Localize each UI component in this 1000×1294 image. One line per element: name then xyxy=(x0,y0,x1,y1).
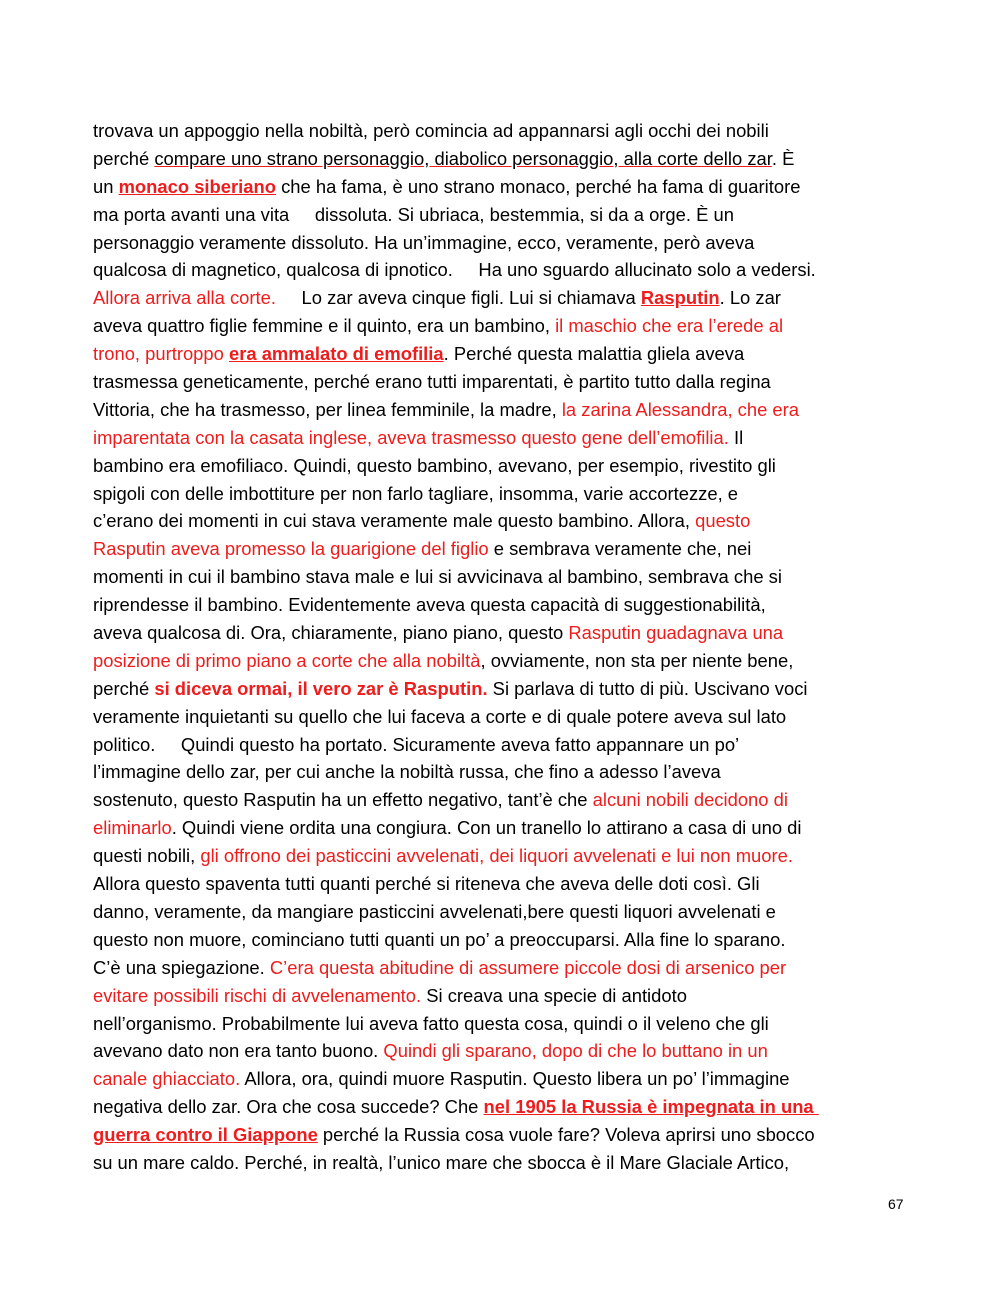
text-line xyxy=(93,201,923,229)
text-line xyxy=(93,842,923,870)
text-line xyxy=(93,256,923,284)
text-segment: Lo zar aveva cinque figli. Lui si chiamava xyxy=(275,287,641,309)
text-line xyxy=(93,786,923,814)
highlighted-text: Quindi gli sparano, dopo di che lo buttano in un xyxy=(383,1040,768,1062)
text-segment: momenti in cui il bambino stava male e lui si avvicinava al bambino, sembrava che si xyxy=(93,566,782,588)
text-segment: Si parlava di tutto di più. Uscivano voci xyxy=(487,677,808,699)
highlighted-text: nel 1905 la Russia è impegnata in una xyxy=(483,1096,819,1118)
text-segment: . Perché questa malattia gliela aveva xyxy=(443,343,745,365)
text-line xyxy=(93,870,923,898)
text-line xyxy=(93,1121,923,1149)
text-segment: aveva quattro figlie femmine e il quinto, era un bambino, xyxy=(93,315,556,337)
text-line xyxy=(93,703,923,731)
text-segment: veramente inquietanti su quello che lui faceva a corte e di quale potere aveva sul lato xyxy=(93,705,787,727)
highlighted-text: guerra contro il Giappone xyxy=(93,1124,318,1146)
text-line xyxy=(93,368,923,396)
text-line xyxy=(93,284,923,312)
highlighted-text: Rasputin aveva promesso la guarigione del figlio xyxy=(93,538,489,560)
highlighted-text: questo xyxy=(695,510,751,532)
text-line xyxy=(93,340,923,368)
text-segment: Allora, ora, quindi muore Rasputin. Questo libera un po’ l’immagine xyxy=(240,1068,790,1090)
text-segment: aveva qualcosa di. Ora, chiaramente, piano piano, questo xyxy=(93,622,569,644)
highlighted-text: compare uno strano personaggio, diabolico personaggio, alla corte dello zar xyxy=(154,147,772,169)
text-line xyxy=(93,1037,923,1065)
text-line xyxy=(93,229,923,257)
highlighted-text: eliminarlo xyxy=(93,817,172,839)
highlighted-text: posizione di primo piano a corte che alla nobiltà xyxy=(93,649,481,671)
text-line xyxy=(93,926,923,954)
highlighted-text: si diceva ormai, il vero zar è Rasputin. xyxy=(154,677,488,699)
text-line xyxy=(93,982,923,1010)
text-segment: . Quindi viene ordita una congiura. Con un tranello lo attirano a casa di uno di xyxy=(171,817,802,839)
text-segment: c’erano dei momenti in cui stava veramente male questo bambino. Allora, xyxy=(93,510,696,532)
text-line xyxy=(93,173,923,201)
highlighted-text: era ammalato di emofilia xyxy=(228,343,444,365)
text-line xyxy=(93,1065,923,1093)
highlighted-text: Rasputin xyxy=(640,287,720,309)
text-segment: riprendesse il bambino. Evidentemente aveva questa capacità di suggestionabilità, xyxy=(93,594,766,616)
text-segment: Allora questo spaventa tutti quanti perché si riteneva che aveva delle doti così. Gli xyxy=(93,873,760,895)
body-text xyxy=(93,117,923,1177)
text-line xyxy=(93,312,923,340)
text-segment: C’è una spiegazione. xyxy=(93,956,270,978)
text-segment: questo non muore, cominciano tutti quanti un po’ a preoccuparsi. Alla fine lo sparano. xyxy=(93,928,786,950)
highlighted-text: C’era questa abitudine di assumere piccole dosi di arsenico per xyxy=(269,956,787,978)
highlighted-text: evitare possibili rischi di avvelenamento. xyxy=(93,984,422,1006)
text-segment: qualcosa di magnetico, qualcosa di ipnotico. Ha uno sguardo allucinato solo a vedersi. xyxy=(93,259,816,281)
text-line xyxy=(93,814,923,842)
text-segment: nell’organismo. Probabilmente lui aveva fatto questa cosa, quindi o il veleno che gli xyxy=(93,1012,769,1034)
text-segment: perché la Russia cosa vuole fare? Voleva aprirsi uno sbocco xyxy=(317,1124,815,1146)
highlighted-text: gli offrono dei pasticcini avvelenati, dei liquori avvelenati e lui non muore. xyxy=(200,845,793,867)
text-segment: , ovviamente, non sta per niente bene, xyxy=(480,649,794,671)
text-line xyxy=(93,452,923,480)
text-line xyxy=(93,1010,923,1038)
highlighted-text: monaco siberiano xyxy=(118,175,276,197)
text-segment: bambino era emofiliaco. Quindi, questo bambino, avevano, per esempio, rivestito gli xyxy=(93,454,776,476)
text-segment: Il xyxy=(728,426,744,448)
highlighted-text: trono, purtroppo xyxy=(93,343,229,365)
highlighted-text: canale ghiacciato. xyxy=(93,1068,241,1090)
text-line xyxy=(93,145,923,173)
text-segment: politico. Quindi questo ha portato. Sicuramente aveva fatto appannare un po’ xyxy=(93,733,740,755)
text-line xyxy=(93,396,923,424)
text-segment: questi nobili, xyxy=(93,845,201,867)
text-segment: su un mare caldo. Perché, in realtà, l’unico mare che sbocca è il Mare Glaciale Artico, xyxy=(93,1151,790,1173)
text-line xyxy=(93,507,923,535)
text-segment: . Lo zar xyxy=(719,287,781,309)
text-line xyxy=(93,731,923,759)
text-segment: negativa dello zar. Ora che cosa succede? Che xyxy=(93,1096,484,1118)
highlighted-text: imparentata con la casata inglese, aveva trasmesso questo gene dell’emofilia. xyxy=(93,426,729,448)
text-line xyxy=(93,1093,923,1121)
text-segment: l’immagine dello zar, per cui anche la nobiltà russa, che fino a adesso l’aveva xyxy=(93,761,721,783)
highlighted-text: Allora arriva alla corte. xyxy=(93,287,276,309)
text-line xyxy=(93,647,923,675)
text-segment: danno, veramente, da mangiare pasticcini avvelenati,bere questi liquori avvelenati e xyxy=(93,900,776,922)
text-line xyxy=(93,424,923,452)
text-segment: Vittoria, che ha trasmesso, per linea femminile, la madre, xyxy=(93,398,562,420)
text-line xyxy=(93,591,923,619)
text-segment: Si creava una specie di antidoto xyxy=(421,984,687,1006)
text-line xyxy=(93,535,923,563)
text-segment: trovava un appoggio nella nobiltà, però comincia ad appannarsi agli occhi dei nobili xyxy=(93,120,769,141)
text-segment: avevano dato non era tanto buono. xyxy=(93,1040,384,1062)
text-line xyxy=(93,563,923,591)
text-line xyxy=(93,675,923,703)
text-segment: sostenuto, questo Rasputin ha un effetto negativo, tant’è che xyxy=(93,789,593,811)
text-segment: spigoli con delle imbottiture per non farlo tagliare, insomma, varie accortezze, e xyxy=(93,482,739,504)
text-segment: . È xyxy=(771,147,795,169)
text-line xyxy=(93,117,923,145)
text-segment: trasmessa geneticamente, perché erano tutti imparentati, è partito tutto dalla regina xyxy=(93,371,771,393)
highlighted-text: alcuni nobili decidono di xyxy=(592,789,788,811)
text-line xyxy=(93,954,923,982)
text-segment: perché xyxy=(93,147,155,169)
text-segment: che ha fama, è uno strano monaco, perché ha fama di guaritore xyxy=(275,175,801,197)
text-line xyxy=(93,619,923,647)
highlighted-text: la zarina Alessandra, che era xyxy=(561,398,800,420)
text-line xyxy=(93,898,923,926)
highlighted-text: Rasputin guadagnava una xyxy=(568,622,784,644)
text-segment: e sembrava veramente che, nei xyxy=(488,538,752,560)
text-line xyxy=(93,1149,923,1177)
text-segment: un xyxy=(93,175,119,197)
page-number: 67 xyxy=(888,1196,904,1212)
highlighted-text: il maschio che era l’erede al xyxy=(555,315,784,337)
text-line xyxy=(93,480,923,508)
text-segment: perché xyxy=(93,677,155,699)
text-segment: personaggio veramente dissoluto. Ha un’immagine, ecco, veramente, però aveva xyxy=(93,231,755,253)
text-line xyxy=(93,758,923,786)
text-segment: ma porta avanti una vita dissoluta. Si ubriaca, bestemmia, si da a orge. È un xyxy=(93,203,734,225)
